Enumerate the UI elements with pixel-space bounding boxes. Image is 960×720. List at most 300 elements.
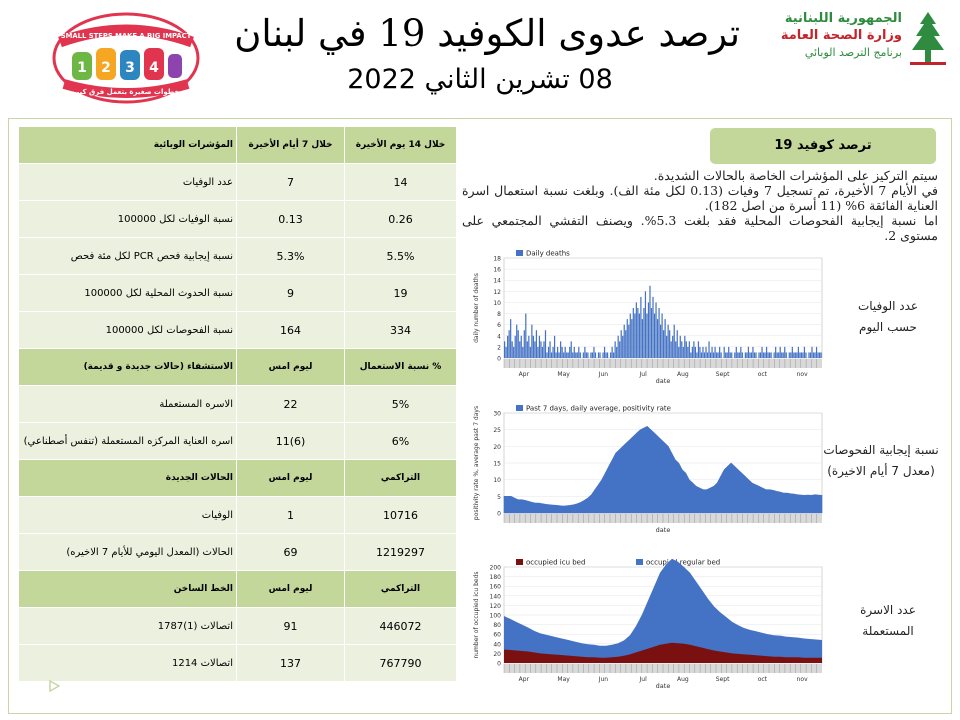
deaths-bar (622, 336, 623, 358)
deaths-bar (678, 347, 679, 358)
deaths-bar (777, 352, 778, 358)
deaths-bar (566, 352, 567, 358)
indicator-label: الوفيات (19, 497, 237, 534)
table-header-cell: خلال 7 أيام الأخيرة (237, 127, 345, 164)
x-month-label: nov (796, 371, 808, 378)
ministry-line-2: وزارة الصحة العامة (780, 28, 902, 43)
deaths-bar (586, 352, 587, 358)
table-header-cell: % نسبة الاستعمال (345, 349, 457, 386)
deaths-bar (625, 330, 626, 358)
deaths-bar (701, 352, 702, 358)
deaths-bar (575, 352, 576, 358)
deaths-bar (624, 325, 625, 358)
x-month-label: oct (757, 676, 768, 683)
deaths-bar (713, 352, 714, 358)
deaths-bar (578, 347, 579, 358)
summary-line: سيتم التركيز على المؤشرات الخاصة بالحالات الشديدة. (653, 168, 938, 183)
deaths-bar (568, 352, 569, 358)
table-row (19, 608, 457, 645)
deaths-bar (580, 352, 581, 358)
x-month-label: May (557, 371, 570, 378)
y-tick-label: 120 (489, 602, 501, 610)
deaths-bar (633, 308, 634, 358)
deaths-bar (574, 347, 575, 358)
deaths-bar (793, 352, 794, 358)
deaths-bar (587, 352, 588, 358)
indicator-value: 10716 (345, 497, 457, 534)
deaths-bar (639, 314, 640, 358)
y-tick-label: 2 (497, 344, 501, 352)
deaths-bar (628, 325, 629, 358)
ministry-logo (752, 10, 952, 72)
deaths-bar (651, 308, 652, 358)
indicator-label: الحالات (المعدل اليومي للأيام 7 الاخيره) (19, 534, 237, 571)
deaths-bar (645, 291, 646, 358)
deaths-bar (799, 352, 800, 358)
deaths-bar (764, 352, 765, 358)
y-tick-label: 160 (489, 583, 501, 591)
y-axis-label: daily number of deaths (473, 273, 480, 343)
deaths-bar (584, 347, 585, 358)
deaths-bar (804, 347, 805, 358)
deaths-chart-label (838, 296, 938, 338)
deaths-bar (780, 347, 781, 358)
deaths-bar (810, 352, 811, 358)
deaths-bar (736, 347, 737, 358)
deaths-bar (771, 352, 772, 358)
y-tick-label: 20 (493, 650, 501, 658)
table-header-cell: التراكمي (345, 571, 457, 608)
legend-entry: occupied regular bed (646, 558, 721, 567)
deaths-bar (615, 341, 616, 358)
table-row (19, 312, 457, 349)
deaths-bar (590, 352, 591, 358)
deaths-bar (728, 347, 729, 358)
occupied-beds-chart (470, 555, 828, 695)
deaths-bar (557, 347, 558, 358)
summary-line: اما نسبة إيجابية الفحوصات المحلية فقد بلغت 5.3%. ويصنف التفشي المجتمعي على مستوى 2. (462, 213, 938, 243)
deaths-bar (774, 352, 775, 358)
deaths-bar (784, 347, 785, 358)
y-tick-label: 6 (497, 322, 501, 330)
deaths-bar (727, 352, 728, 358)
deaths-bar (742, 352, 743, 358)
positivity-label-line: نسبة إيجابية الفحوصات (823, 443, 939, 457)
deaths-label-line: عدد الوفيات (857, 299, 919, 313)
deaths-bar (577, 352, 578, 358)
y-tick-label: 30 (493, 410, 501, 418)
indicator-value: 767790 (345, 645, 457, 682)
y-tick-label: 25 (493, 427, 501, 435)
y-tick-label: 18 (493, 255, 501, 263)
deaths-bar (610, 352, 611, 358)
y-tick-label: 10 (493, 299, 501, 307)
x-month-label: Jun (598, 676, 609, 683)
y-tick-label: 15 (493, 460, 501, 468)
deaths-bar (702, 347, 703, 358)
deaths-bar (660, 325, 661, 358)
deaths-bar (751, 352, 752, 358)
deaths-bar (677, 330, 678, 358)
x-month-label: Sept (715, 676, 730, 683)
deaths-bar (598, 352, 599, 358)
deaths-bar (686, 341, 687, 358)
indicator-label: نسبة الحدوث المحلية لكل 100000 (19, 275, 237, 312)
deaths-bar (602, 352, 603, 358)
x-month-label: Jul (639, 371, 647, 378)
legend-entry: occupied icu bed (526, 558, 586, 567)
deaths-bar (636, 302, 637, 358)
y-tick-label: 12 (493, 288, 501, 296)
deaths-bar (693, 341, 694, 358)
deaths-bar (763, 352, 764, 358)
deaths-bar (533, 336, 534, 358)
deaths-bar (798, 347, 799, 358)
y-tick-label: 14 (493, 277, 501, 285)
deaths-bar (592, 352, 593, 358)
positivity-label-line: (معدل 7 أيام الاخيرة) (827, 464, 935, 478)
table-row (19, 275, 457, 312)
deaths-bar (737, 352, 738, 358)
indicator-value: 14 (345, 164, 457, 201)
y-tick-label: 80 (493, 622, 501, 630)
table-header-cell: الحالات الجديدة (19, 460, 237, 497)
table-row (19, 238, 457, 275)
legend-swatch (516, 405, 523, 411)
deaths-bar (704, 352, 705, 358)
deaths-bar (509, 330, 510, 358)
deaths-bar (795, 352, 796, 358)
beds-label-line: عدد الاسرة (860, 603, 916, 617)
indicator-label: اسره العناية المركزه المستعملة (تنفس أصطناعي) (19, 423, 237, 460)
deaths-bar (820, 352, 821, 358)
deaths-bar (510, 319, 511, 358)
summary-line: في الأيام 7 الأخيرة، تم تسجيل 7 وفيات (0.13 لكل مئة الف). وبلغت نسبة استعمال اسرة العناية الفائقة 6% (11 أسرة من اصل 182). (462, 183, 938, 213)
table-header-cell: ليوم امس (237, 349, 345, 386)
deaths-bar (562, 347, 563, 358)
deaths-bar (781, 352, 782, 358)
indicator-value: 446072 (345, 608, 457, 645)
deaths-bar (698, 341, 699, 358)
deaths-bar (506, 347, 507, 358)
table-row (19, 534, 457, 571)
deaths-bar (525, 314, 526, 358)
svg-text:3: 3 (125, 60, 135, 76)
deaths-bar (657, 319, 658, 358)
deaths-bar (674, 325, 675, 358)
deaths-bar (719, 347, 720, 358)
deaths-bar (530, 347, 531, 358)
deaths-bar (675, 341, 676, 358)
deaths-bar (552, 347, 553, 358)
deaths-bar (516, 325, 517, 358)
deaths-bar (661, 314, 662, 358)
y-tick-label: 20 (493, 443, 501, 451)
deaths-bar (758, 352, 759, 358)
deaths-bar (749, 352, 750, 358)
deaths-bar (571, 341, 572, 358)
deaths-bar (680, 336, 681, 358)
table-header-row (19, 349, 457, 386)
y-tick-label: 60 (493, 631, 501, 639)
x-axis-label: date (655, 377, 671, 385)
deaths-bar (814, 352, 815, 358)
table-row (19, 386, 457, 423)
deaths-bar (748, 347, 749, 358)
indicator-label: نسبة الفحوصات لكل 100000 (19, 312, 237, 349)
x-month-label: oct (757, 371, 768, 378)
deaths-bar (542, 347, 543, 358)
deaths-bar (504, 341, 505, 358)
svg-text:4: 4 (149, 60, 159, 76)
indicator-value: 0.26 (345, 201, 457, 238)
deaths-bar (646, 314, 647, 358)
deaths-bar (599, 352, 600, 358)
legend-swatch (636, 559, 643, 565)
deaths-bar (643, 308, 644, 358)
deaths-bar (817, 352, 818, 358)
table-row (19, 645, 457, 682)
deaths-bar (518, 330, 519, 358)
deaths-bar (637, 308, 638, 358)
deaths-bar (543, 341, 544, 358)
indicator-value: 0.13 (237, 201, 345, 238)
x-month-label: Apr (518, 676, 530, 683)
deaths-bar (718, 352, 719, 358)
deaths-bar (512, 341, 513, 358)
deaths-bar (755, 352, 756, 358)
y-tick-label: 0 (497, 660, 501, 668)
positivity-rate-chart (470, 403, 828, 533)
deaths-bar (739, 352, 740, 358)
deaths-bar (786, 352, 787, 358)
deaths-bar (783, 352, 784, 358)
deaths-bar (642, 319, 643, 358)
deaths-bar (687, 347, 688, 358)
y-tick-label: 8 (497, 311, 501, 319)
indicator-label: الاسره المستعملة (19, 386, 237, 423)
deaths-bar (669, 330, 670, 358)
indicator-value: 7 (237, 164, 345, 201)
deaths-bar (666, 336, 667, 358)
deaths-bar (711, 347, 712, 358)
indicator-value: 6% (345, 423, 457, 460)
deaths-bar (724, 347, 725, 358)
deaths-bar (730, 352, 731, 358)
deaths-bar (565, 347, 566, 358)
deaths-bar (665, 319, 666, 358)
deaths-bar (569, 347, 570, 358)
deaths-bar (634, 314, 635, 358)
campaign-logo-graphic (52, 12, 200, 104)
deaths-bar (555, 352, 556, 358)
deaths-bar (792, 347, 793, 358)
deaths-bar (766, 347, 767, 358)
y-axis-label: number of occupied icu beds (473, 571, 480, 659)
table-row (19, 497, 457, 534)
deaths-bar (752, 347, 753, 358)
deaths-bar (527, 341, 528, 358)
indicator-value: 164 (237, 312, 345, 349)
deaths-bar (531, 325, 532, 358)
deaths-bar (658, 308, 659, 358)
deaths-bar (545, 330, 546, 358)
deaths-bar (540, 341, 541, 358)
deaths-bar (775, 347, 776, 358)
y-tick-label: 40 (493, 641, 501, 649)
deaths-bar (583, 352, 584, 358)
indicator-value: 11(6) (237, 423, 345, 460)
deaths-bar (563, 352, 564, 358)
page-title: ترصد عدوى الكوفيد 19 في لبنان (234, 12, 740, 55)
ministry-line-3: برنامج الترصد الوبائي (804, 46, 902, 59)
x-month-label: Apr (518, 371, 530, 378)
y-axis-label: positivity rate %, average past 7 days (473, 405, 480, 521)
y-tick-label: 0 (497, 355, 501, 363)
deaths-bar (612, 347, 613, 358)
deaths-bar (808, 352, 809, 358)
deaths-bar (790, 352, 791, 358)
deaths-bar (710, 352, 711, 358)
table-header-cell: خلال 14 يوم الأخيرة (345, 127, 457, 164)
legend-entry: Daily deaths (526, 249, 570, 258)
x-axis-label: date (655, 526, 671, 533)
deaths-bar (731, 352, 732, 358)
indicator-value: 91 (237, 608, 345, 645)
deaths-bar (534, 341, 535, 358)
deaths-bar (513, 347, 514, 358)
deaths-bar (605, 352, 606, 358)
x-month-label: Aug (677, 676, 689, 683)
deaths-bar (695, 347, 696, 358)
deaths-bar (649, 286, 650, 358)
x-axis-label: date (655, 682, 671, 690)
x-month-label: Jul (639, 676, 647, 683)
daily-deaths-chart (470, 248, 828, 386)
deaths-bar (692, 347, 693, 358)
deaths-bar (621, 330, 622, 358)
deaths-bar (618, 336, 619, 358)
deaths-bar (524, 330, 525, 358)
covid-surveillance-banner: ترصد كوفيد 19 (710, 128, 936, 164)
positivity-chart-label (812, 440, 950, 482)
deaths-bar (769, 352, 770, 358)
y-tick-label: 0 (497, 510, 501, 518)
campaign-bottom-text: خطوات صغيرة بتعمل فرق كبير (72, 88, 180, 96)
deaths-bar (655, 302, 656, 358)
deaths-bar (754, 352, 755, 358)
x-month-label: May (557, 676, 570, 683)
deaths-bar (705, 347, 706, 358)
indicator-value: 22 (237, 386, 345, 423)
deaths-bar (813, 352, 814, 358)
deaths-bar (802, 352, 803, 358)
deaths-bar (734, 352, 735, 358)
deaths-bar (627, 319, 628, 358)
table-header-cell: الخط الساخن (19, 571, 237, 608)
x-month-label: Sept (715, 371, 730, 378)
deaths-bar (648, 302, 649, 358)
report-date: 08 تشرين الثاني 2022 (347, 64, 613, 95)
deaths-bar (607, 352, 608, 358)
legend-swatch (516, 250, 523, 256)
deaths-bar (789, 352, 790, 358)
deaths-bar (654, 314, 655, 358)
deaths-bar (593, 347, 594, 358)
y-tick-label: 16 (493, 266, 501, 274)
deaths-bar (663, 330, 664, 358)
deaths-bar (548, 347, 549, 358)
y-tick-label: 10 (493, 477, 501, 485)
deaths-bar (536, 330, 537, 358)
deaths-bar (725, 352, 726, 358)
x-month-label: Aug (677, 371, 689, 378)
svg-text:2: 2 (101, 60, 111, 76)
deaths-bar (515, 336, 516, 358)
svg-text:1: 1 (77, 60, 87, 76)
y-tick-label: 180 (489, 574, 501, 582)
deaths-bar (507, 336, 508, 358)
deaths-bar (537, 347, 538, 358)
deaths-bar (714, 347, 715, 358)
deaths-bar (671, 341, 672, 358)
indicator-value: 9 (237, 275, 345, 312)
indicator-value: 334 (345, 312, 457, 349)
table-row (19, 423, 457, 460)
y-tick-label: 4 (497, 333, 501, 341)
indicator-value: 1219297 (345, 534, 457, 571)
deaths-bar (616, 347, 617, 358)
deaths-bar (613, 352, 614, 358)
deaths-bar (549, 341, 550, 358)
deaths-bar (572, 352, 573, 358)
deaths-bar (816, 347, 817, 358)
table-header-cell: الاستشفاء (حالات جديدة و قديمة) (19, 349, 237, 386)
play-arrow-icon (48, 680, 60, 692)
deaths-bar (690, 352, 691, 358)
deaths-bar (746, 352, 747, 358)
deaths-bar (696, 352, 697, 358)
deaths-bar (796, 352, 797, 358)
deaths-bar (801, 352, 802, 358)
deaths-bar (604, 347, 605, 358)
deaths-bar (519, 341, 520, 358)
table-header-row (19, 460, 457, 497)
y-tick-label: 100 (489, 612, 501, 620)
indicator-value: 5% (345, 386, 457, 423)
deaths-bar (559, 352, 560, 358)
deaths-bar (819, 352, 820, 358)
table-header-cell: التراكمي (345, 460, 457, 497)
table-header-cell: المؤشرات الوبائية (19, 127, 237, 164)
legend-entry: Past 7 days, daily average, positivity rate (526, 404, 671, 413)
y-tick-label: 5 (497, 493, 501, 501)
deaths-bar (522, 347, 523, 358)
beds-label-line: المستعملة (862, 624, 914, 638)
indicator-label: نسبة إيجابية فحص PCR لكل مئة فحص (19, 238, 237, 275)
indicator-value: 5.3% (237, 238, 345, 275)
deaths-bar (740, 347, 741, 358)
table-row (19, 164, 457, 201)
deaths-bar (560, 341, 561, 358)
deaths-bar (640, 297, 641, 358)
deaths-bar (528, 336, 529, 358)
table-row (19, 201, 457, 238)
campaign-top-text: SMALL STEPS MAKE A BIG IMPACT (60, 32, 192, 40)
beds-chart-label (838, 600, 938, 642)
deaths-bar (652, 297, 653, 358)
deaths-bar (668, 325, 669, 358)
